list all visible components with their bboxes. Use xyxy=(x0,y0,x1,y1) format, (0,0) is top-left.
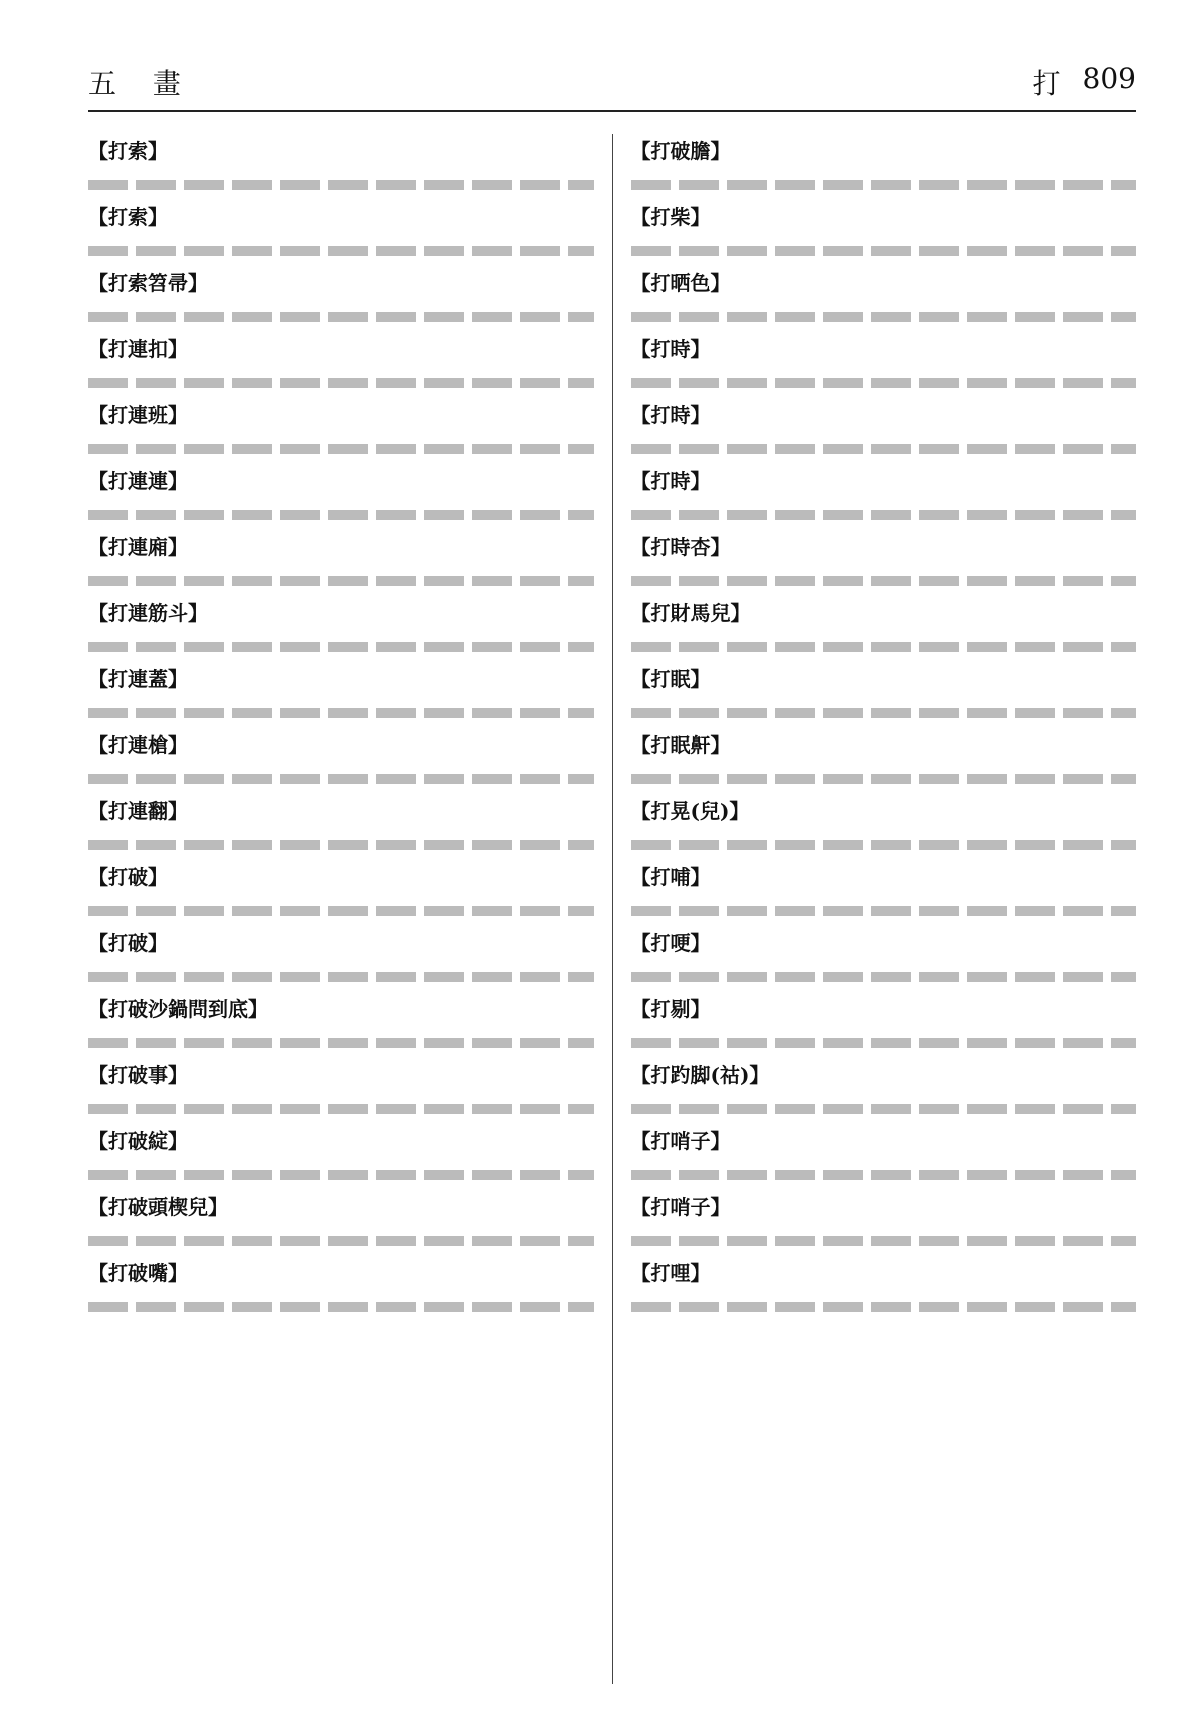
entry-headword: 【打哨子】 xyxy=(630,1195,731,1219)
entry-definition-placeholder xyxy=(631,312,1137,322)
entry-headword: 【打時】 xyxy=(630,337,711,361)
entry-headword: 【打連蓋】 xyxy=(88,667,188,691)
dictionary-entry xyxy=(631,200,1137,256)
entry-headword: 【打索笤帚】 xyxy=(88,271,208,295)
entry-definition-placeholder xyxy=(631,1104,1137,1114)
dictionary-entry xyxy=(88,398,594,454)
entry-definition-placeholder xyxy=(631,1302,1137,1312)
entry-definition-placeholder xyxy=(631,1038,1137,1048)
dictionary-entry xyxy=(88,1058,594,1114)
entry-definition-placeholder xyxy=(631,510,1137,520)
entry-headword: 【打眠鼾】 xyxy=(630,733,731,757)
entry-definition-placeholder xyxy=(631,972,1137,982)
section-title: 五 畫 xyxy=(88,67,195,100)
entry-definition-placeholder xyxy=(88,1170,594,1180)
dictionary-entry xyxy=(631,530,1137,586)
dictionary-entry xyxy=(631,728,1137,784)
entry-headword: 【打連槍】 xyxy=(88,733,188,757)
entry-definition-placeholder xyxy=(631,576,1137,586)
entry-headword: 【打破沙鍋問到底】 xyxy=(88,997,268,1021)
entry-definition-placeholder xyxy=(631,444,1137,454)
right-column xyxy=(613,134,1137,1684)
dictionary-entry xyxy=(631,1058,1137,1114)
entry-definition-placeholder xyxy=(631,840,1137,850)
entry-definition-placeholder xyxy=(631,180,1137,190)
entry-headword: 【打連筋斗】 xyxy=(88,601,208,625)
entry-headword: 【打連廂】 xyxy=(88,535,188,559)
entry-definition-placeholder xyxy=(88,510,594,520)
entry-definition-placeholder xyxy=(88,246,594,256)
entry-headword: 【打晒色】 xyxy=(630,271,731,295)
entry-headword: 【打連連】 xyxy=(88,469,188,493)
dictionary-entry xyxy=(88,1256,594,1312)
dictionary-entry xyxy=(631,134,1137,190)
dictionary-entry xyxy=(631,794,1137,850)
entry-headword: 【打破事】 xyxy=(88,1063,188,1087)
entry-definition-placeholder xyxy=(88,642,594,652)
entry-definition-placeholder xyxy=(88,1104,594,1114)
entry-headword: 【打破】 xyxy=(88,865,168,889)
dictionary-entry xyxy=(631,266,1137,322)
entry-definition-placeholder xyxy=(88,576,594,586)
dictionary-entry xyxy=(88,926,594,982)
dictionary-entry xyxy=(88,200,594,256)
entry-headword: 【打哺】 xyxy=(630,865,711,889)
entry-definition-placeholder xyxy=(88,906,594,916)
dictionary-entry xyxy=(631,596,1137,652)
entry-headword: 【打哩】 xyxy=(630,1261,711,1285)
dictionary-entry xyxy=(88,266,594,322)
entry-headword: 【打哨子】 xyxy=(630,1129,731,1153)
entry-definition-placeholder xyxy=(88,312,594,322)
dictionary-entry xyxy=(631,1124,1137,1180)
entry-columns xyxy=(88,134,1136,1684)
entry-definition-placeholder xyxy=(631,1170,1137,1180)
entry-definition-placeholder xyxy=(88,180,594,190)
dictionary-entry xyxy=(88,794,594,850)
entry-headword: 【打破嘴】 xyxy=(88,1261,188,1285)
entry-definition-placeholder xyxy=(631,708,1137,718)
entry-definition-placeholder xyxy=(88,378,594,388)
entry-definition-placeholder xyxy=(88,708,594,718)
dictionary-entry xyxy=(88,1190,594,1246)
dictionary-entry xyxy=(631,860,1137,916)
dictionary-entry xyxy=(631,1190,1137,1246)
left-column xyxy=(88,134,613,1684)
dictionary-entry xyxy=(631,332,1137,388)
entry-headword: 【打破頭楔兒】 xyxy=(88,1195,228,1219)
entry-headword: 【打趵脚(祜)】 xyxy=(630,1063,770,1087)
entry-definition-placeholder xyxy=(88,840,594,850)
entry-headword: 【打破綻】 xyxy=(88,1129,188,1153)
entry-headword: 【打索】 xyxy=(88,139,168,163)
entry-headword: 【打時杏】 xyxy=(630,535,731,559)
entry-definition-placeholder xyxy=(88,774,594,784)
dictionary-entry xyxy=(88,464,594,520)
entry-definition-placeholder xyxy=(88,1236,594,1246)
entry-definition-placeholder xyxy=(631,378,1137,388)
entry-headword: 【打連班】 xyxy=(88,403,188,427)
entry-headword: 【打破膽】 xyxy=(630,139,731,163)
header-right xyxy=(1033,62,1136,102)
dictionary-entry xyxy=(88,992,594,1048)
dictionary-entry xyxy=(88,332,594,388)
dictionary-entry xyxy=(631,926,1137,982)
dictionary-entry xyxy=(88,860,594,916)
entry-headword: 【打時】 xyxy=(630,403,711,427)
entry-definition-placeholder xyxy=(631,906,1137,916)
dictionary-entry xyxy=(631,662,1137,718)
entry-headword: 【打連翻】 xyxy=(88,799,188,823)
entry-definition-placeholder xyxy=(631,774,1137,784)
entry-headword: 【打哽】 xyxy=(630,931,711,955)
dictionary-entry xyxy=(88,596,594,652)
entry-definition-placeholder xyxy=(88,1038,594,1048)
dictionary-entry xyxy=(88,1124,594,1180)
entry-definition-placeholder xyxy=(88,1302,594,1312)
entry-definition-placeholder xyxy=(88,972,594,982)
entry-headword: 【打柴】 xyxy=(630,205,711,229)
entry-headword: 【打剔】 xyxy=(630,997,711,1021)
dictionary-entry xyxy=(631,464,1137,520)
dictionary-entry xyxy=(88,134,594,190)
dictionary-entry xyxy=(631,992,1137,1048)
entry-headword: 【打晃(兒)】 xyxy=(630,799,750,823)
entry-headword: 【打連扣】 xyxy=(88,337,188,361)
entry-headword: 【打眠】 xyxy=(630,667,711,691)
entry-definition-placeholder xyxy=(631,642,1137,652)
dictionary-entry xyxy=(88,728,594,784)
entry-definition-placeholder xyxy=(88,444,594,454)
running-header xyxy=(88,62,1136,112)
dictionary-entry xyxy=(631,398,1137,454)
page-number: 809 xyxy=(1082,62,1136,95)
entry-definition-placeholder xyxy=(631,1236,1137,1246)
dictionary-entry xyxy=(88,662,594,718)
dictionary-entry xyxy=(631,1256,1137,1312)
entry-headword: 【打財馬兒】 xyxy=(630,601,751,625)
entry-definition-placeholder xyxy=(631,246,1137,256)
entry-headword: 【打時】 xyxy=(630,469,711,493)
entry-headword: 【打索】 xyxy=(88,205,168,229)
dictionary-entry xyxy=(88,530,594,586)
entry-headword: 【打破】 xyxy=(88,931,168,955)
header-headword: 打 xyxy=(1032,67,1061,100)
